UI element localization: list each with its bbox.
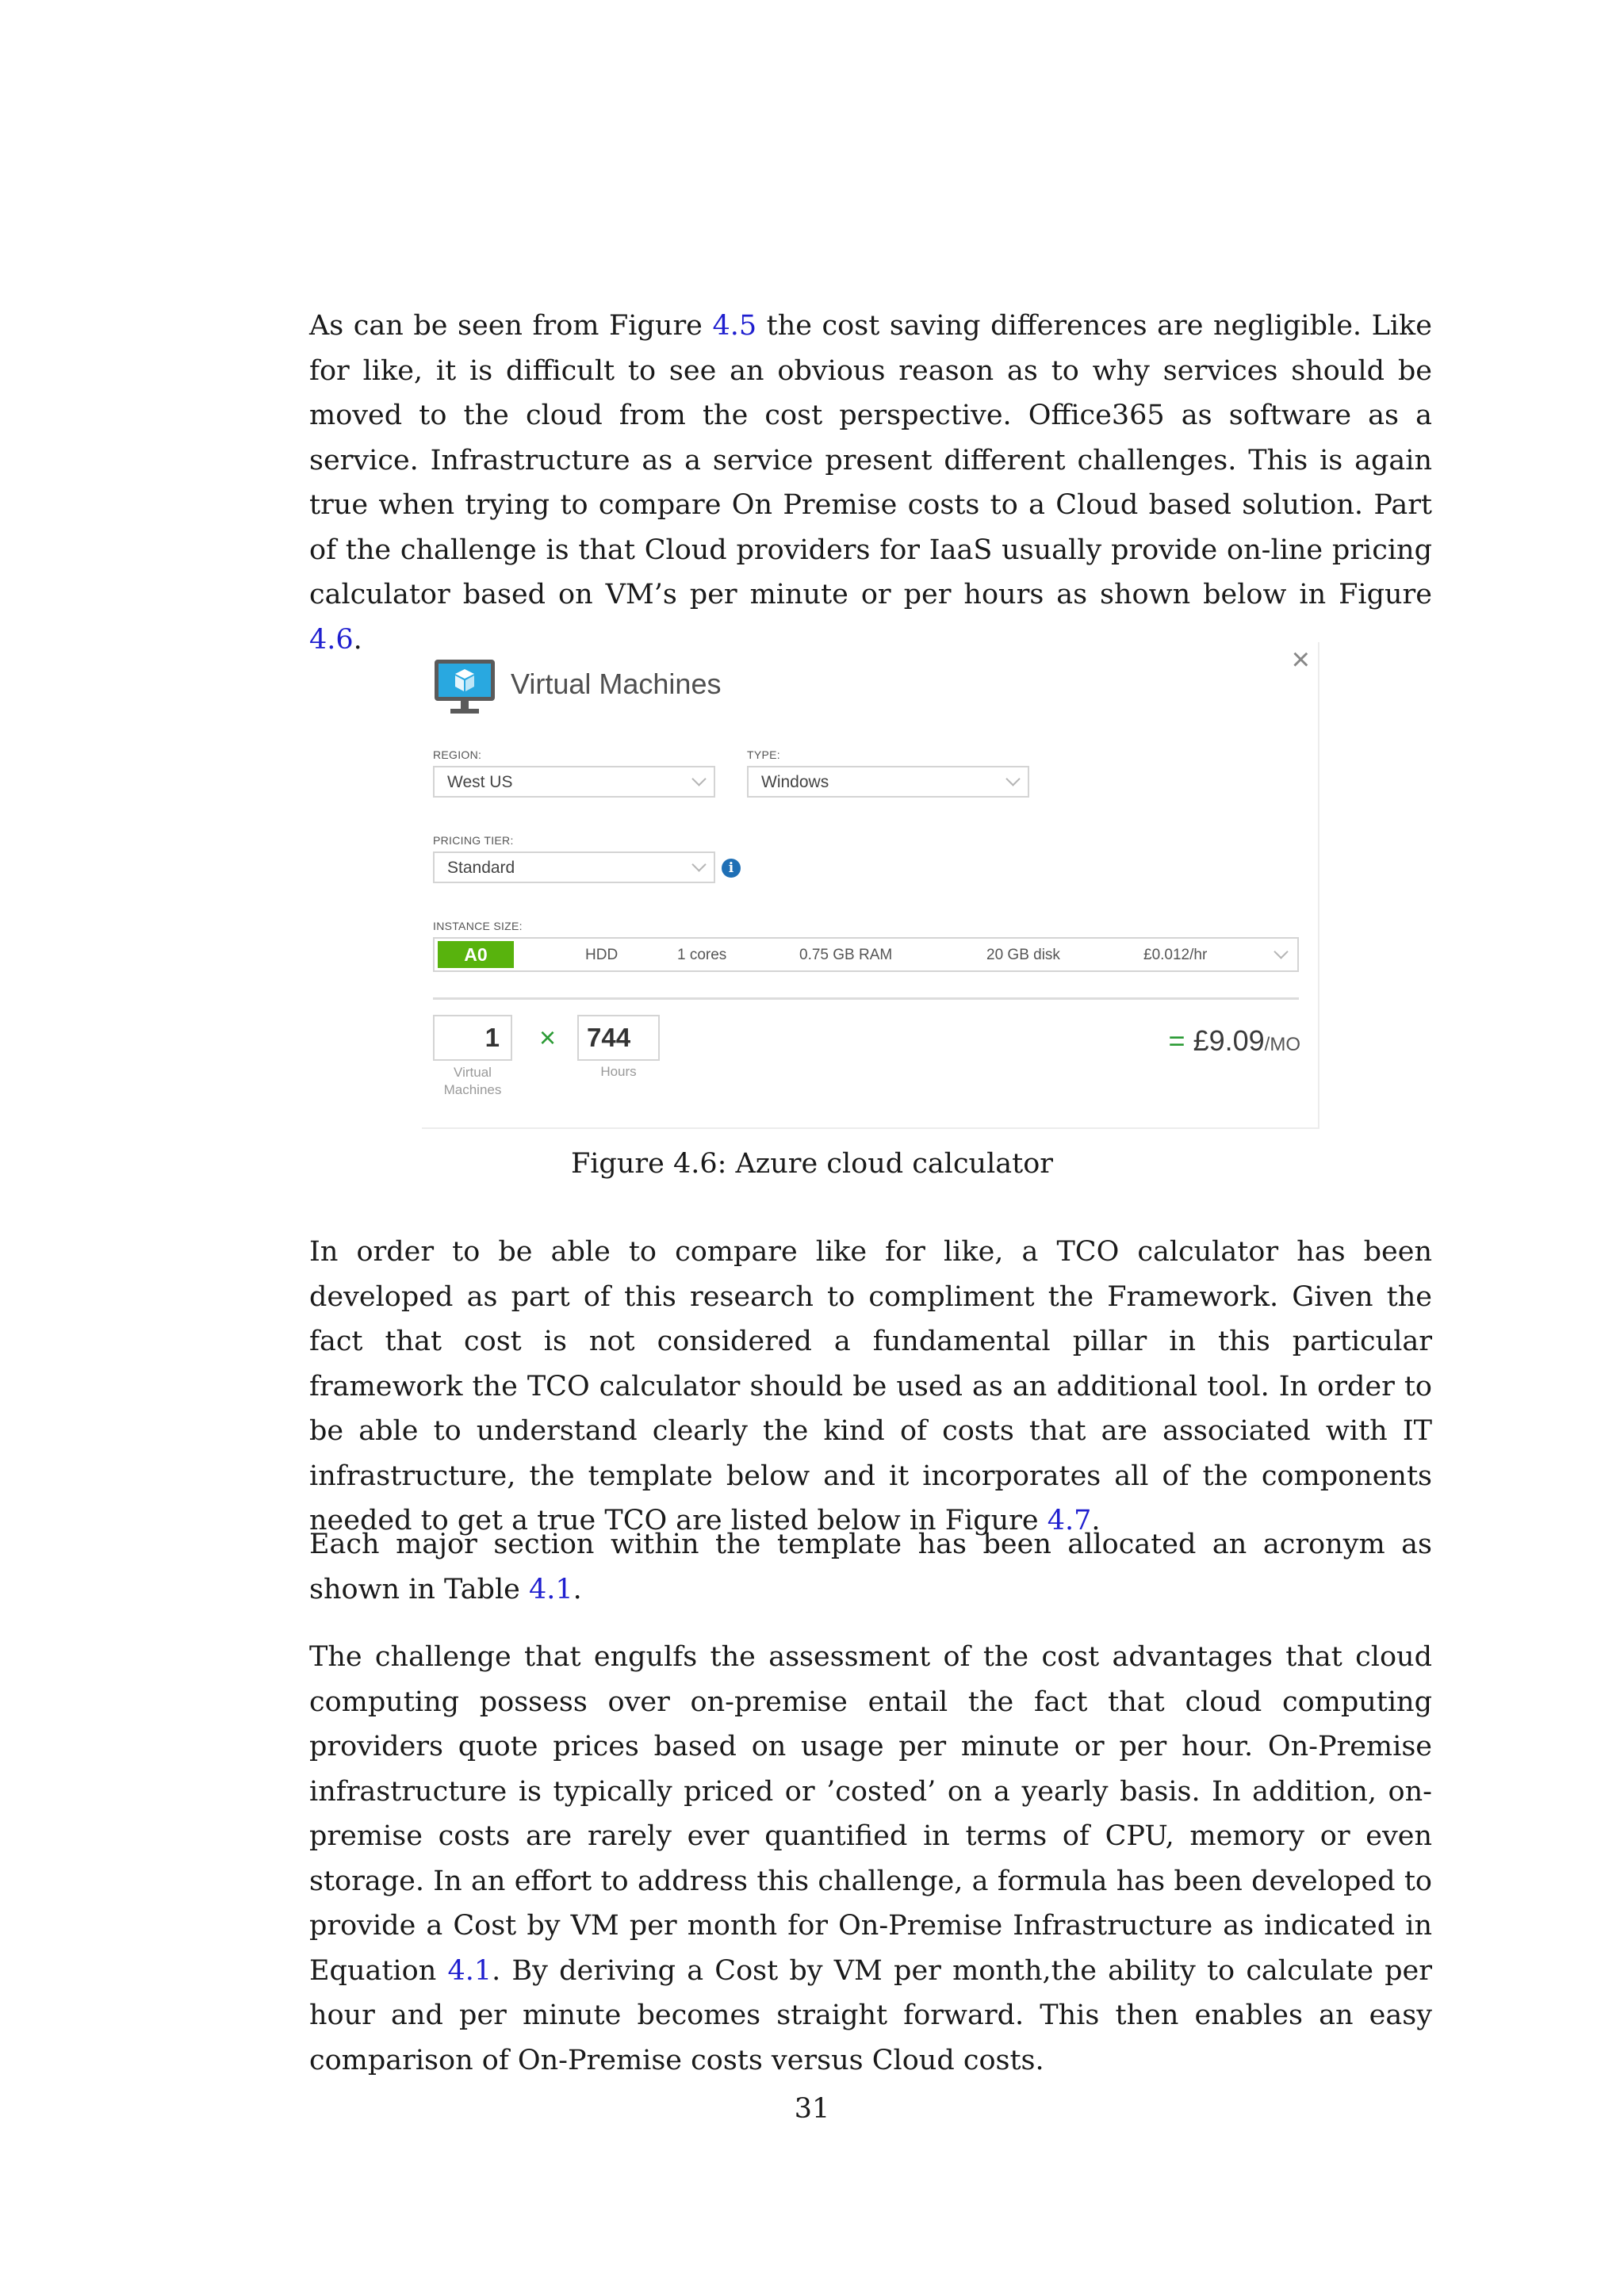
paragraph-intro — [309, 304, 1432, 662]
close-icon[interactable]: × — [1291, 642, 1310, 677]
instance-size-label: INSTANCE SIZE: — [433, 920, 523, 932]
paragraph-acronyms — [309, 1522, 1432, 1612]
equals-sign: = — [1168, 1024, 1185, 1057]
info-icon[interactable]: i — [722, 859, 741, 878]
multiply-icon: × — [539, 1021, 557, 1054]
monthly-total — [1169, 1024, 1300, 1058]
figure-caption: Figure 4.6: Azure cloud calculator — [570, 1148, 1054, 1180]
instance-disk: 20 GB disk — [986, 947, 1060, 963]
divider — [433, 997, 1299, 1000]
vm-quantity-input[interactable]: 1 — [433, 1015, 512, 1061]
paragraph-text: . — [573, 1573, 582, 1605]
total-period: /MO — [1264, 1034, 1300, 1055]
table-ref-link[interactable]: 4.1 — [529, 1573, 573, 1605]
chevron-down-icon — [1274, 944, 1288, 959]
azure-calculator-figure — [422, 642, 1320, 1129]
pricing-tier-value: Standard — [447, 859, 515, 877]
paragraph-text: In order to be able to compare like for like, a TCO calculator has been developed as part of this research to compliment the Framework. Given the fact that cost is not considered a fundamental pillar in this particular framework the TCO calculator should be used as an additional tool. In order to be able to understand clearly the kind of costs that are associated with IT infrastructure, the template below and it incorporates all of the components needed to get a true TCO are listed below in Figure — [309, 1236, 1432, 1536]
pricing-tier-label: PRICING TIER: — [433, 834, 514, 847]
instance-disk-type: HDD — [585, 947, 619, 963]
region-value: West US — [447, 773, 513, 791]
instance-ram: 0.75 GB RAM — [799, 947, 893, 963]
paragraph-text: The challenge that engulfs the assessment of the cost advantages that cloud computing possess over on-premise entail the fact that cloud computing providers quote prices based on usage per minute or per hour. On-Premise infrastructure is typically priced or ’costed’ on a yearly basis. In addition, on-premise costs are rarely ever quantified in terms of CPU, memory or even storage. In an effort to address this challenge, a formula has been developed to provide a Cost by VM per month for On-Premise Infrastructure as indicated in Equation — [309, 1641, 1432, 1987]
hours-caption: Hours — [600, 1064, 637, 1079]
hours-input[interactable]: 744 — [577, 1015, 660, 1061]
figure-ref-link[interactable]: 4.5 — [712, 310, 757, 342]
chevron-down-icon — [1005, 771, 1020, 786]
paragraph-text: As can be seen from Figure — [309, 310, 713, 342]
instance-cores: 1 cores — [677, 947, 727, 963]
paragraph-text: . — [1091, 1505, 1101, 1536]
vm-quantity-caption: Virtual Machines — [443, 1065, 502, 1097]
type-select[interactable] — [747, 766, 1029, 798]
instance-size-select[interactable] — [433, 937, 1299, 972]
pricing-tier-select[interactable] — [433, 851, 715, 883]
instance-name-badge: A0 — [438, 941, 514, 968]
chevron-down-icon — [691, 771, 706, 786]
region-label: REGION: — [433, 748, 482, 761]
equation-ref-link[interactable]: 4.1 — [447, 1954, 492, 1987]
paragraph-tco — [309, 1230, 1432, 1544]
paragraph-text: the cost saving differences are negligible. Like for like, it is difficult to see an obvious reason as to why services should be moved to the cloud from the cost perspective. Office365 as software as a service. Infrastructure as a service present different challenges. This is again true when trying to compare On Premise costs to a Cloud based solution. Part of the challenge is that Cloud providers for IaaS usually provide on-line pricing calculator based on VM’s per minute or per hours as shown below in Figure — [309, 310, 1432, 610]
type-label: TYPE: — [747, 748, 780, 761]
figure-ref-link[interactable]: 4.7 — [1047, 1505, 1092, 1536]
total-value: £9.09 — [1193, 1024, 1265, 1057]
paragraph-text: Each major section within the template has been allocated an acronym as shown in Table — [309, 1529, 1432, 1605]
region-select[interactable] — [433, 766, 715, 798]
paragraph-challenge — [309, 1635, 1432, 2083]
calculator-title: Virtual Machines — [511, 668, 722, 700]
figure-ref-link[interactable]: 4.6 — [309, 623, 354, 656]
instance-price: £0.012/hr — [1143, 947, 1208, 963]
paragraph-text: . By deriving a Cost by VM per month,the ability to calculate per hour and per minute becomes straight forward. This then enables an easy comparison of On-Premise costs versus Cloud costs. — [309, 1954, 1432, 2076]
page-number: 31 — [794, 2093, 830, 2125]
virtual-machine-icon — [433, 658, 496, 717]
type-value: Windows — [761, 773, 829, 791]
chevron-down-icon — [691, 857, 706, 871]
paragraph-text: . — [353, 623, 362, 656]
